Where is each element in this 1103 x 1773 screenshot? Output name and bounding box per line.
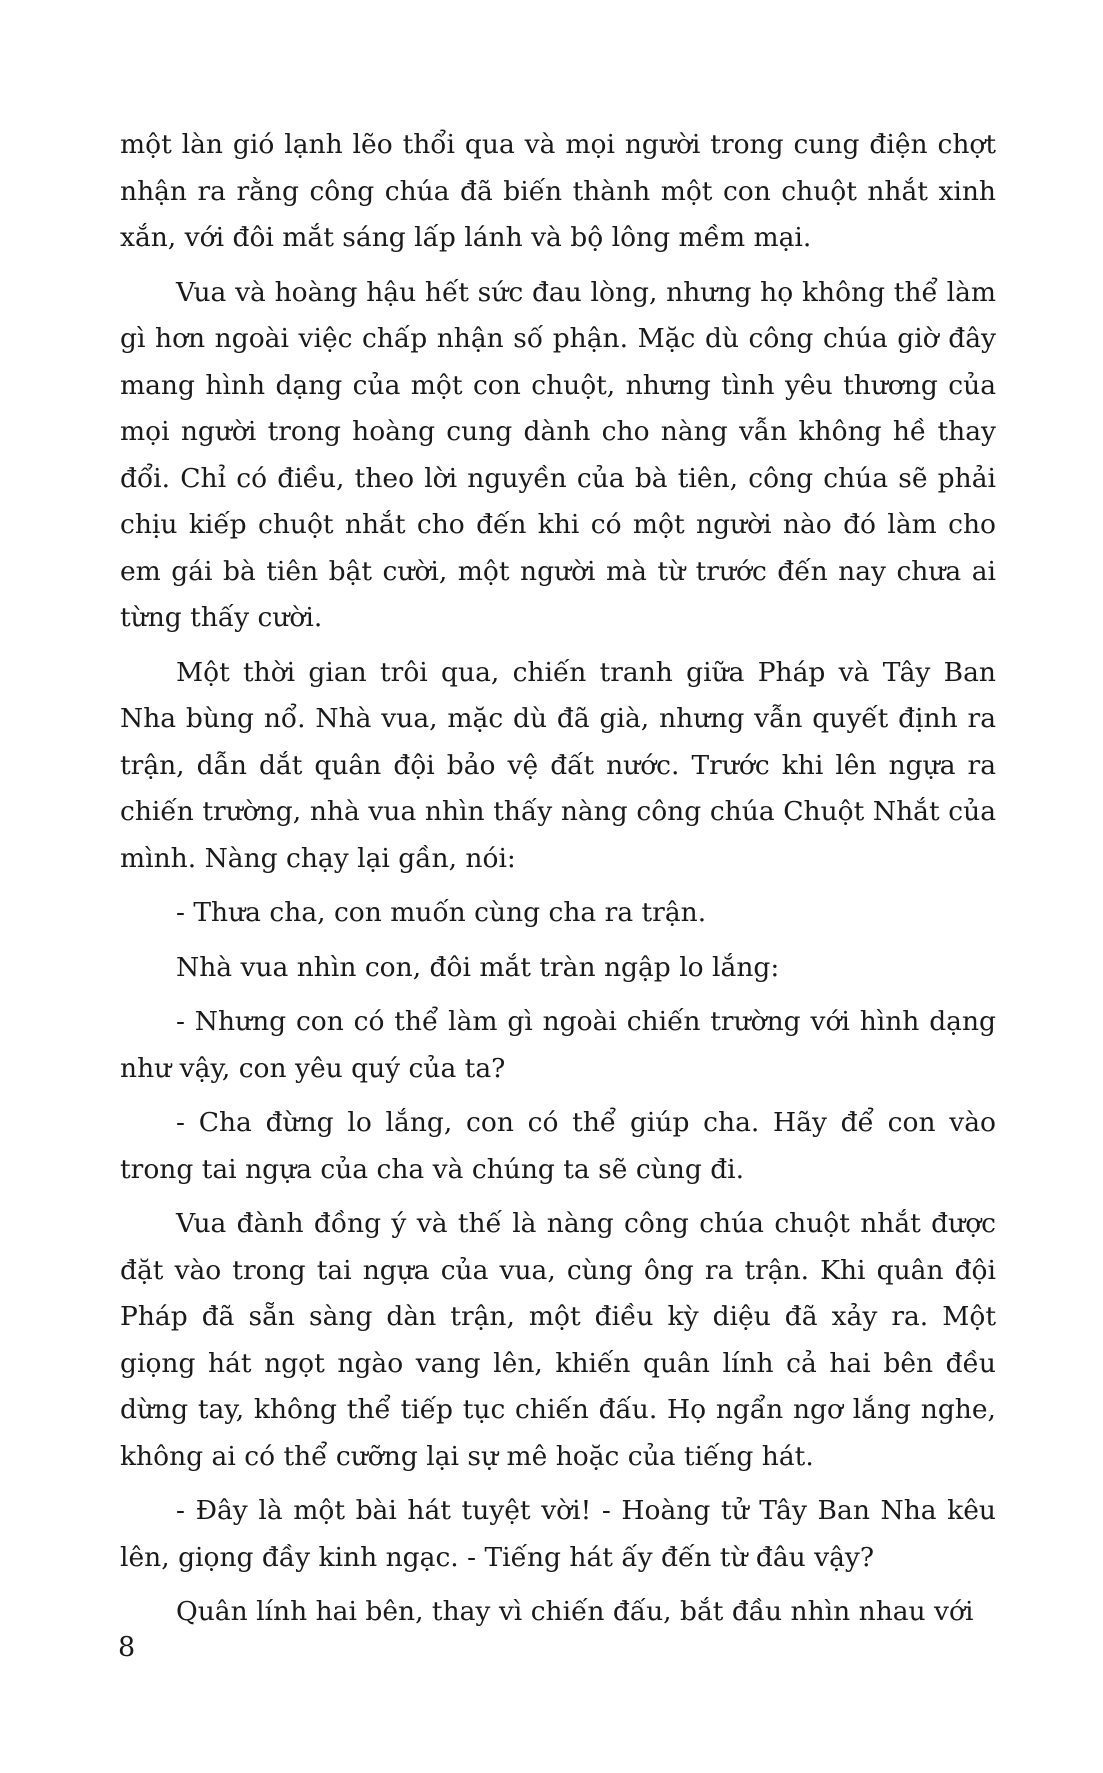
dialogue-line: - Cha đừng lo lắng, con có thể giúp cha. Hãy để con vào trong tai ngựa của cha và chúng ta sẽ cùng đi.	[120, 1107, 996, 1185]
paragraph: Vua và hoàng hậu hết sức đau lòng, nhưng họ không thể làm gì hơn ngoài việc chấp nhận số phận. Mặc dù công chúa giờ đây mang hình dạng của một con chuột, nhưng tình yêu thương của mọi người trong hoàng cung dành cho nàng vẫn không hề thay đổi. Chỉ có điều, theo lời nguyền của bà tiên, công chúa sẽ phải chịu kiếp chuột nhắt cho đến khi có một người nào đó làm cho em gái bà tiên bật cười, một người mà từ trước đến nay chưa ai từng thấy cười.	[120, 276, 996, 633]
page-number: 8	[118, 1632, 136, 1663]
dialogue-line: - Nhưng con có thể làm gì ngoài chiến trường với hình dạng như vậy, con yêu quý của ta?	[120, 1006, 996, 1084]
paragraph: một làn gió lạnh lẽo thổi qua và mọi người trong cung điện chợt nhận ra rằng công chúa đã biến thành một con chuột nhắt xinh xắn, với đôi mắt sáng lấp lánh và bộ lông mềm mại.	[120, 129, 996, 253]
paragraph: Quân lính hai bên, thay vì chiến đấu, bắt đầu nhìn nhau với	[176, 1596, 974, 1627]
paragraph: Nhà vua nhìn con, đôi mắt tràn ngập lo lắng:	[176, 951, 780, 983]
body-text	[120, 122, 996, 1644]
dialogue-line: - Thưa cha, con muốn cùng cha ra trận.	[176, 897, 707, 928]
paragraph: Một thời gian trôi qua, chiến tranh giữa Pháp và Tây Ban Nha bùng nổ. Nhà vua, mặc dù đã già, nhưng vẫn quyết định ra trận, dẫn dắt quân đội bảo vệ đất nước. Trước khi lên ngựa ra chiến trường, nhà vua nhìn thấy nàng công chúa Chuột Nhắt của mình. Nàng chạy lại gần, nói:	[120, 656, 996, 874]
paragraph: Vua đành đồng ý và thế là nàng công chúa chuột nhắt được đặt vào trong tai ngựa của vua, cùng ông ra trận. Khi quân đội Pháp đã sẵn sàng dàn trận, một điều kỳ diệu đã xảy ra. Một giọng hát ngọt ngào vang lên, khiến quân lính cả hai bên đều dừng tay, không thể tiếp tục chiến đấu. Họ ngẩn ngơ lắng nghe, không ai có thể cưỡng lại sự mê hoặc của tiếng hát.	[120, 1208, 996, 1472]
dialogue-line: - Đây là một bài hát tuyệt vời! - Hoàng tử Tây Ban Nha kêu lên, giọng đầy kinh ngạc. - Tiếng hát ấy đến từ đâu vậy?	[120, 1495, 996, 1573]
